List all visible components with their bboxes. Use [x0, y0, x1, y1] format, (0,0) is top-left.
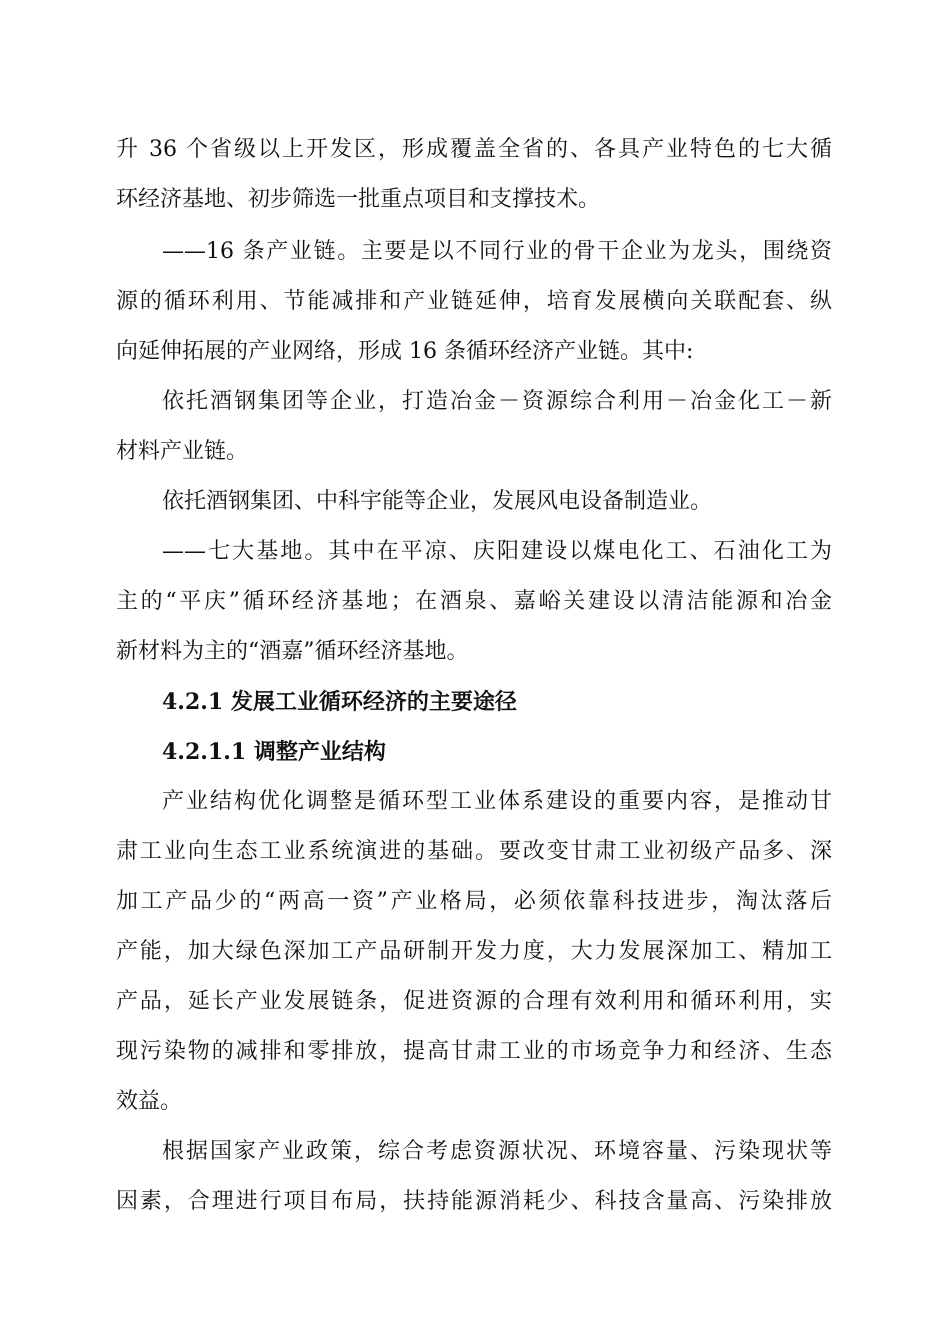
paragraph-line: 效益。 — [116, 1089, 183, 1114]
paragraph-line: 新材料为主的“酒嘉”循环经济基地。 — [116, 639, 469, 664]
paragraph-line: 肃工业向生态工业系统演进的基础。要改变甘肃工业初级产品多、深 — [116, 839, 832, 864]
paragraph-line: 升 36 个省级以上开发区，形成覆盖全省的、各具产业特色的七大循 — [116, 137, 832, 162]
paragraph-line: 产业结构优化调整是循环型工业体系建设的重要内容，是推动甘 — [162, 789, 832, 814]
paragraph-line: 源的循环利用、节能减排和产业链延伸，培育发展横向关联配套、纵 — [116, 289, 832, 314]
paragraph-line: 主的“平庆”循环经济基地；在酒泉、嘉峪关建设以清洁能源和冶金 — [116, 589, 832, 614]
paragraph-line: 产品，延长产业发展链条，促进资源的合理有效利用和循环利用，实 — [116, 989, 832, 1014]
paragraph-line: 因素，合理进行项目布局，扶持能源消耗少、科技含量高、污染排放 — [116, 1189, 832, 1214]
paragraph-line: 环经济基地、初步筛选一批重点项目和支撑技术。 — [116, 187, 601, 212]
paragraph-line: 依托酒钢集团等企业，打造冶金－资源综合利用－冶金化工－新 — [162, 389, 832, 414]
paragraph-line: 现污染物的减排和零排放，提高甘肃工业的市场竞争力和经济、生态 — [116, 1039, 832, 1064]
paragraph-line: 加工产品少的“两高一资”产业格局，必须依靠科技进步，淘汰落后 — [116, 889, 832, 914]
subsection-heading: 4.2.1.1 调整产业结构 — [162, 739, 386, 765]
section-heading: 4.2.1 发展工业循环经济的主要途径 — [162, 689, 517, 715]
paragraph-line: ——七大基地。其中在平凉、庆阳建设以煤电化工、石油化工为 — [162, 539, 832, 564]
paragraph-line: 依托酒钢集团、中科宇能等企业，发展风电设备制造业。 — [162, 489, 713, 514]
paragraph-line: 材料产业链。 — [116, 439, 249, 464]
paragraph-line: ——16 条产业链。主要是以不同行业的骨干企业为龙头，围绕资 — [162, 239, 832, 264]
paragraph-line: 向延伸拓展的产业网络，形成 16 条循环经济产业链。其中: — [116, 339, 694, 364]
paragraph-line: 产能，加大绿色深加工产品研制开发力度，大力发展深加工、精加工 — [116, 939, 832, 964]
paragraph-line: 根据国家产业政策，综合考虑资源状况、环境容量、污染现状等 — [162, 1139, 832, 1164]
